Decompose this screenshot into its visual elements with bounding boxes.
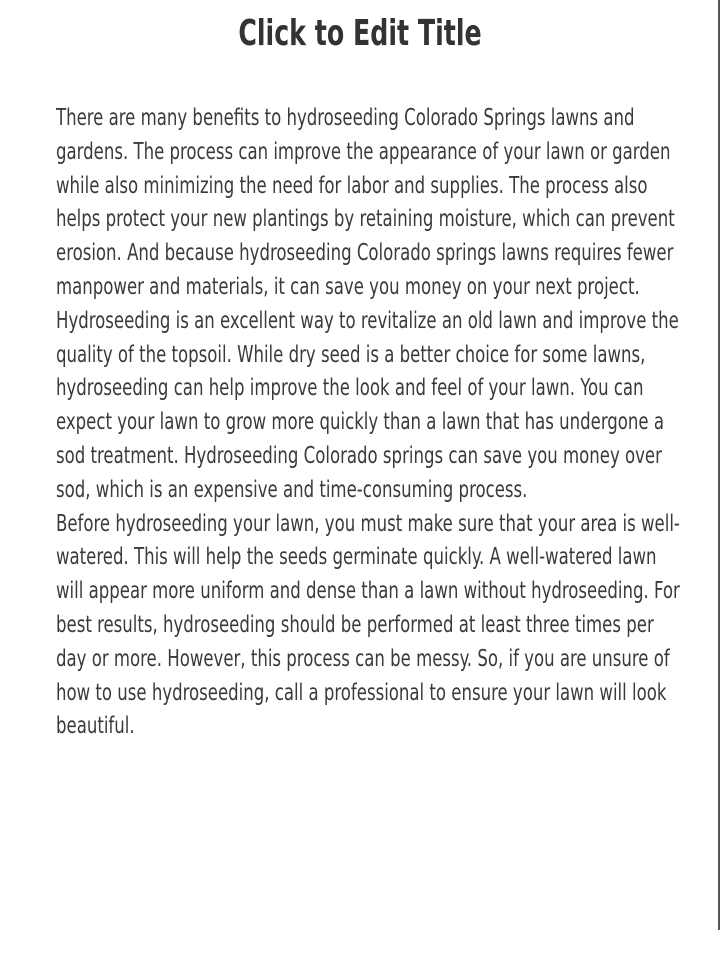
slide-title[interactable]: Click to Edit Title bbox=[238, 13, 482, 54]
body-paragraph-1: There are many benefits to hydroseeding Colorado Springs lawns and gardens. The process can improve the appearance of your lawn or garden while also minimizing the need for labor and supplies. The process also helps protect your new plantings by retaining moisture, which can prevent erosion. And because hydroseeding Colorado springs lawns requires fewer manpower and materials, it can save you money on your next project. Hydroseeding is an excellent way to revitalize an old lawn and improve the quality of the topsoil. While dry seed is a better choice for some lawns, hydroseeding can help improve the look and feel of your lawn. You can expect your lawn to grow more quickly than a lawn that has undergone a sod treatment. Hydroseeding Colorado springs can save you money over sod, which is an expensive and time-consuming process. bbox=[56, 105, 679, 503]
slide-body[interactable] bbox=[56, 102, 680, 744]
body-paragraph-2: Before hydroseeding your lawn, you must make sure that your area is well-watered. This will help the seeds germinate quickly. A well-watered lawn will appear more uniform and dense than a lawn without hydroseeding. For best results, hydroseeding should be performed at least three times per day or more. However, this process can be messy. So, if you are unsure of how to use hydroseeding, call a professional to ensure your lawn will look beautiful. bbox=[56, 510, 680, 740]
